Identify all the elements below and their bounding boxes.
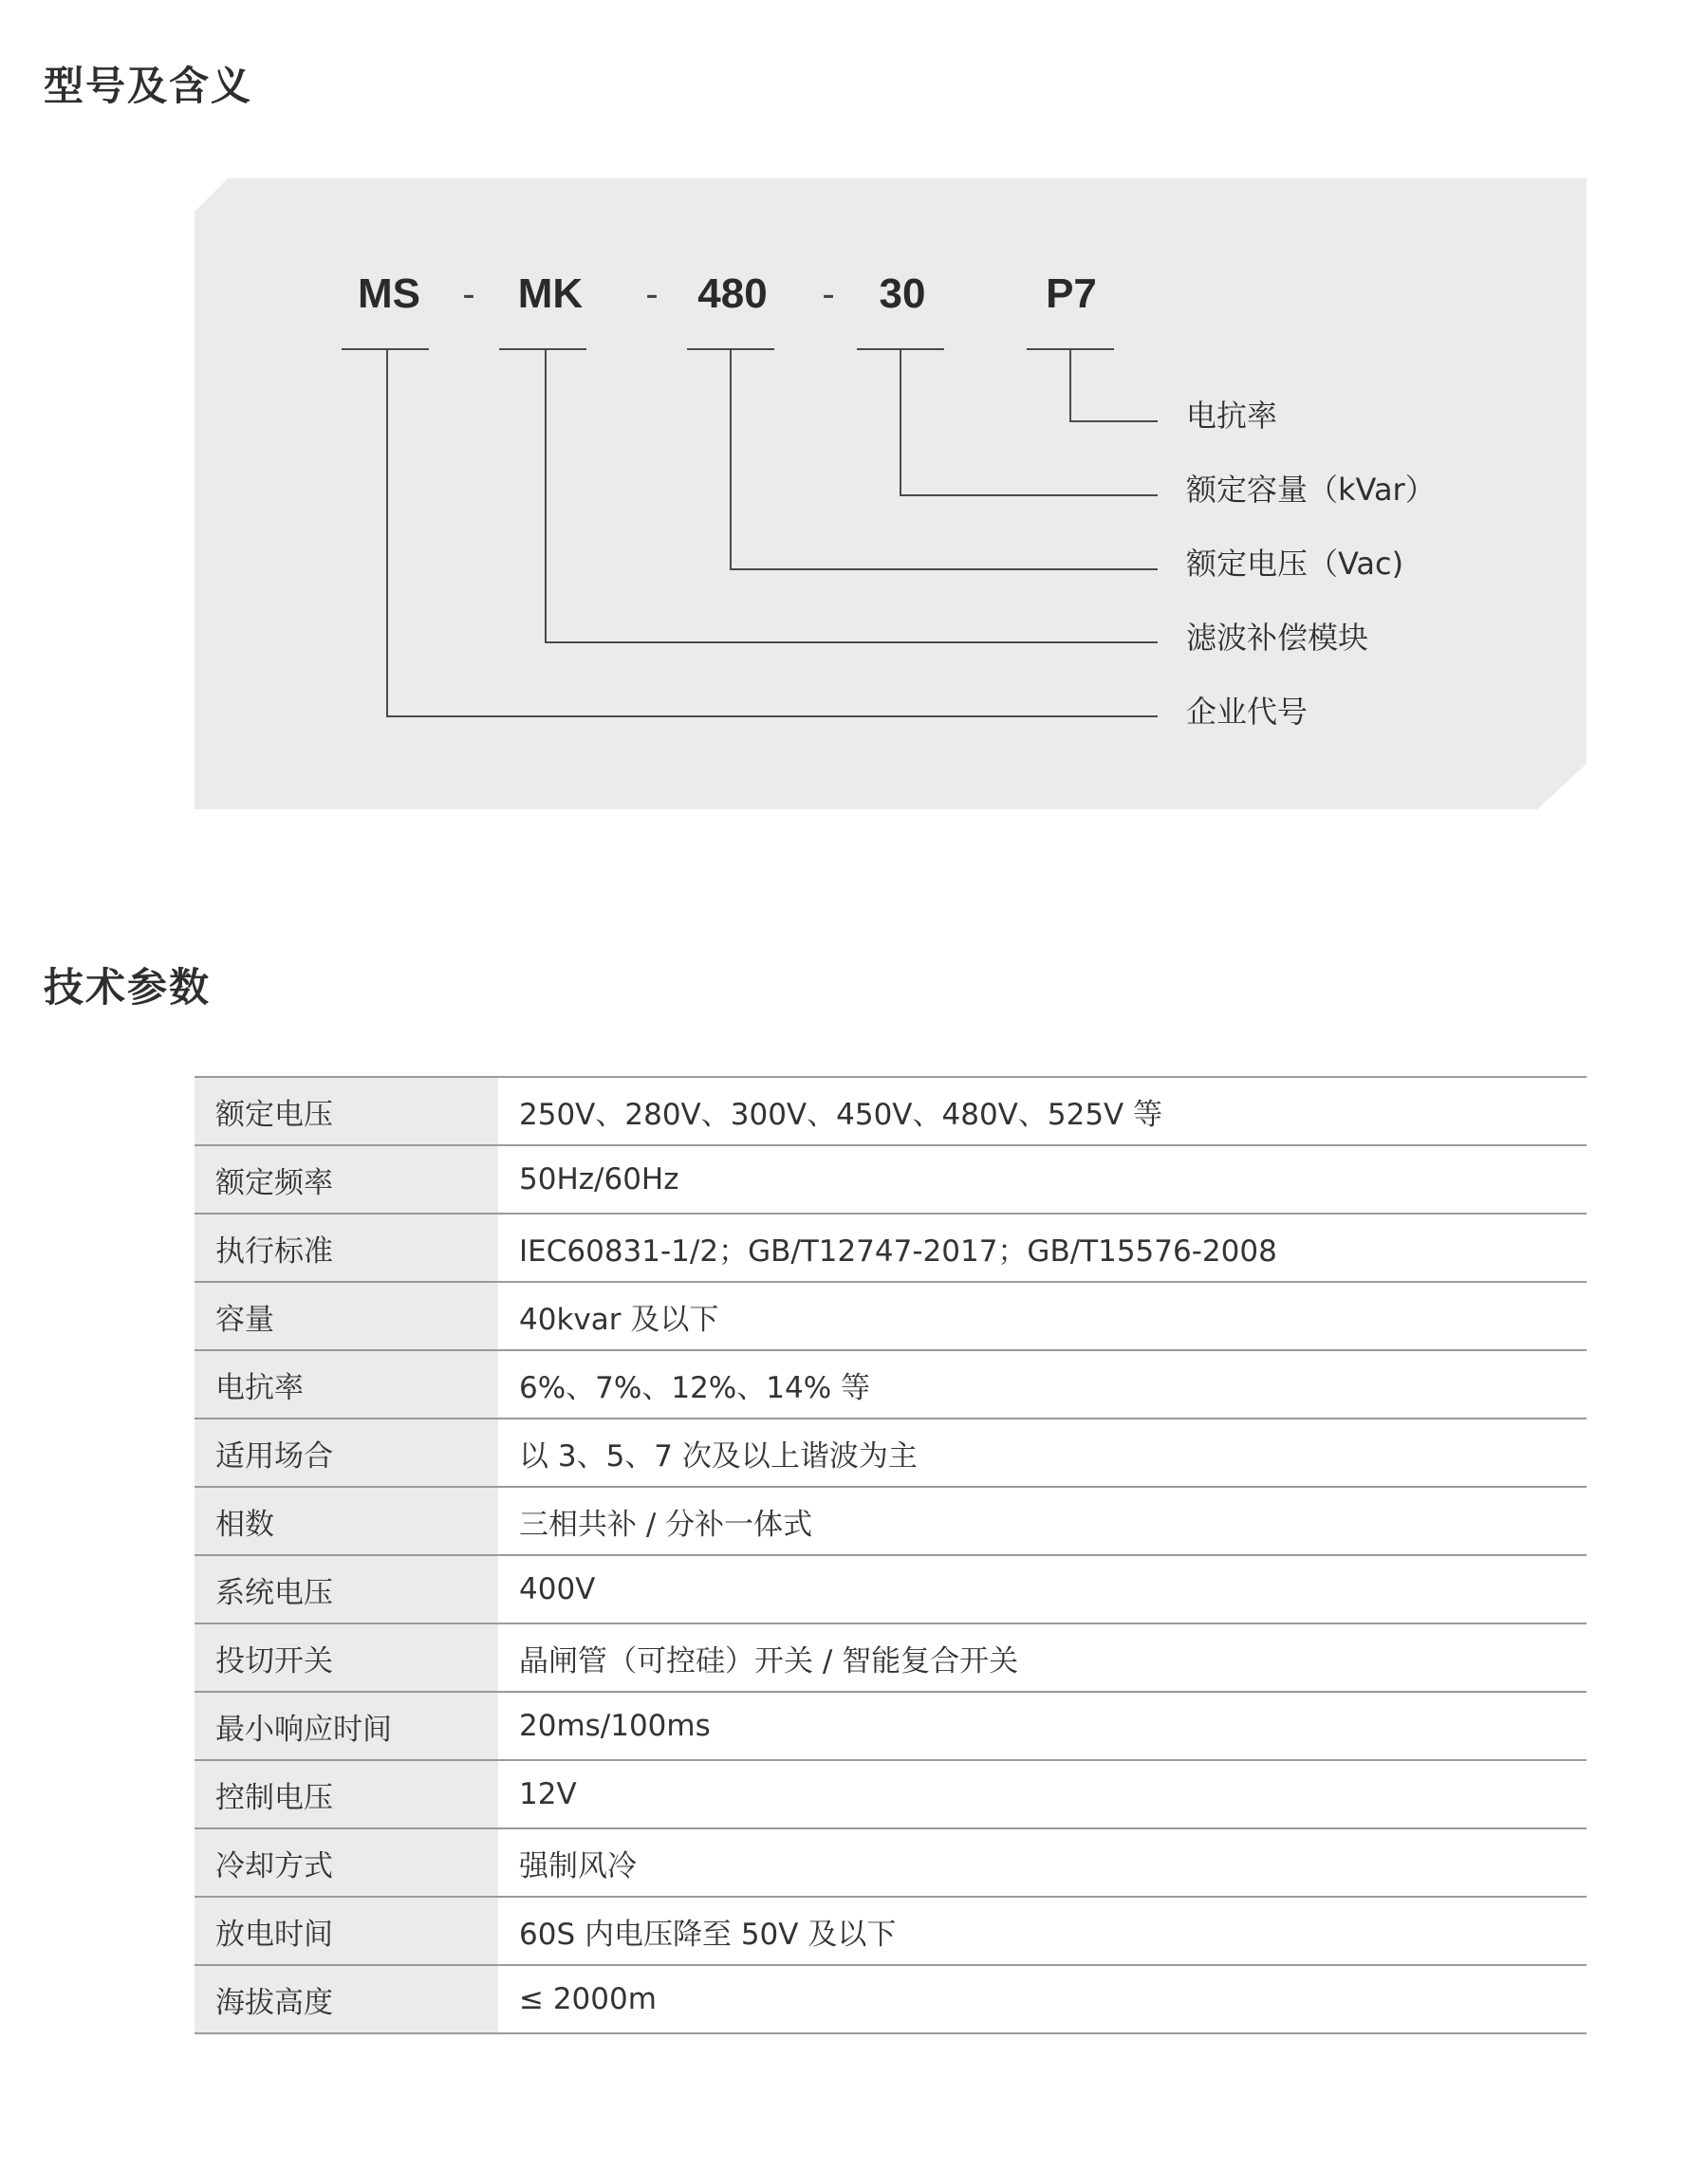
spec-value: 40kvar 及以下 <box>498 1282 1587 1350</box>
code-480: 480 <box>697 270 768 317</box>
table-row <box>195 1214 1587 1282</box>
separator-dash: - <box>822 273 835 315</box>
table-row <box>195 1350 1587 1419</box>
spec-key: 放电时间 <box>195 1897 498 1965</box>
code-p7: P7 <box>1046 270 1097 317</box>
spec-key: 额定电压 <box>195 1077 498 1145</box>
spec-value: ≤ 2000m <box>498 1965 1587 2033</box>
spec-key: 相数 <box>195 1487 498 1555</box>
spec-value: 12V <box>498 1760 1587 1828</box>
meaning-filter-module: 滤波补偿模块 <box>1186 620 1369 656</box>
spec-value: 以 3、5、7 次及以上谐波为主 <box>498 1419 1587 1487</box>
table-row <box>195 1828 1587 1897</box>
table-row <box>195 1692 1587 1760</box>
model-section-title: 型号及含义 <box>44 63 253 109</box>
spec-key: 冷却方式 <box>195 1828 498 1897</box>
spec-value: 60S 内电压降至 50V 及以下 <box>498 1897 1587 1965</box>
spec-value: 强制风冷 <box>498 1828 1587 1897</box>
table-row <box>195 1555 1587 1623</box>
spec-value: 400V <box>498 1555 1587 1623</box>
spec-key: 控制电压 <box>195 1760 498 1828</box>
code-30: 30 <box>879 270 926 317</box>
diagram-graphic <box>0 0 1708 854</box>
table-row <box>195 1145 1587 1214</box>
spec-key: 适用场合 <box>195 1419 498 1487</box>
table-row <box>195 1897 1587 1965</box>
meaning-rated-capacity: 额定容量（kVar） <box>1186 472 1436 508</box>
code-ms: MS <box>358 270 420 317</box>
table-row <box>195 1077 1587 1145</box>
table-row <box>195 1282 1587 1350</box>
spec-value: 50Hz/60Hz <box>498 1145 1587 1214</box>
code-mk: MK <box>517 270 584 317</box>
table-row <box>195 1760 1587 1828</box>
separator-dash: - <box>645 273 659 315</box>
spec-key: 执行标准 <box>195 1214 498 1282</box>
spec-table <box>195 1076 1587 2034</box>
spec-key: 海拔高度 <box>195 1965 498 2033</box>
spec-key: 系统电压 <box>195 1555 498 1623</box>
spec-value: 20ms/100ms <box>498 1692 1587 1760</box>
model-code-diagram <box>0 0 1708 854</box>
table-row <box>195 1487 1587 1555</box>
spec-value: 6%、7%、12%、14% 等 <box>498 1350 1587 1419</box>
spec-section-title: 技术参数 <box>44 964 212 1011</box>
spec-key: 最小响应时间 <box>195 1692 498 1760</box>
meaning-company-code: 企业代号 <box>1186 694 1309 730</box>
spec-key: 容量 <box>195 1282 498 1350</box>
spec-key: 额定频率 <box>195 1145 498 1214</box>
spec-value: 250V、280V、300V、450V、480V、525V 等 <box>498 1077 1587 1145</box>
meaning-reactance-rate: 电抗率 <box>1186 398 1278 434</box>
table-row <box>195 1419 1587 1487</box>
spec-key: 电抗率 <box>195 1350 498 1419</box>
spec-value: 晶闸管（可控硅）开关 / 智能复合开关 <box>498 1623 1587 1692</box>
table-row <box>195 1965 1587 2033</box>
spec-key: 投切开关 <box>195 1623 498 1692</box>
separator-dash: - <box>462 273 475 315</box>
meaning-rated-voltage: 额定电压（Vac) <box>1186 546 1404 582</box>
spec-value: IEC60831-1/2；GB/T12747-2017；GB/T15576-2008 <box>498 1214 1587 1282</box>
spec-value: 三相共补 / 分补一体式 <box>498 1487 1587 1555</box>
table-row <box>195 1623 1587 1692</box>
